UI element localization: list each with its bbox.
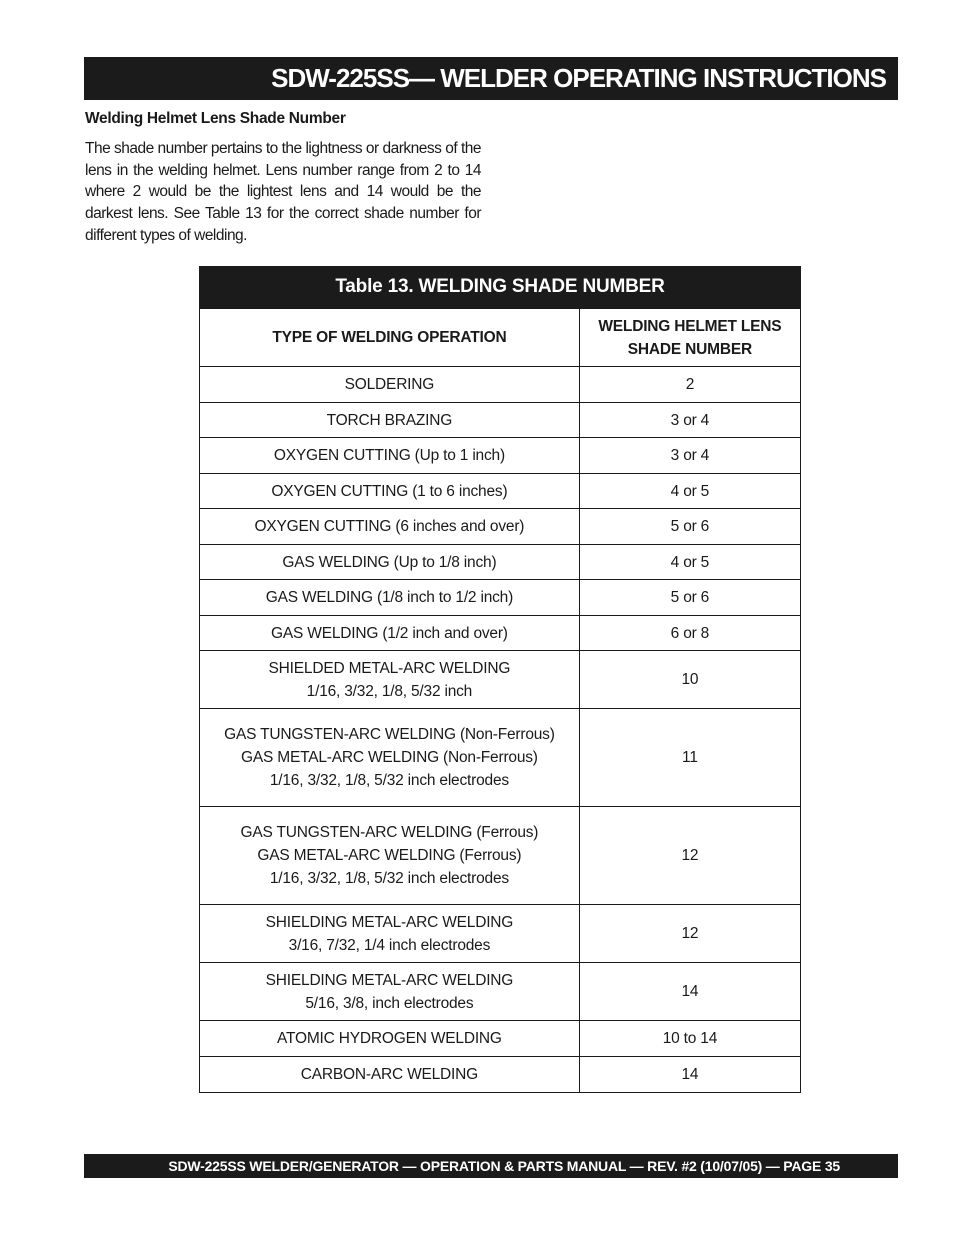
operation-line: 3/16, 7/32, 1/4 inch electrodes <box>288 936 491 954</box>
operation-line: GAS WELDING (1/8 inch to 1/2 inch) <box>265 589 514 606</box>
shade-cell: 4 or 5 <box>579 545 800 580</box>
table-row <box>200 509 801 545</box>
operation-cell <box>200 1057 580 1093</box>
operation-line: 1/16, 3/32, 1/8, 5/32 inch <box>306 682 473 700</box>
shade-cell: 2 <box>579 367 800 403</box>
shade-table-grid <box>199 308 801 1093</box>
operation-line: 1/16, 3/32, 1/8, 5/32 inch electrodes <box>269 870 509 887</box>
operation-cell <box>200 616 580 651</box>
table-header-row <box>200 309 801 367</box>
page-footer: SDW-225SS WELDER/GENERATOR — OPERATION & PARTS MANUAL — REV. #2 (10/07/05) — PAGE 35 <box>84 1154 898 1178</box>
operation-line: CARBON-ARC WELDING <box>300 1066 479 1083</box>
shade-cell: 14 <box>579 963 800 1021</box>
shade-cell: 4 or 5 <box>579 474 800 509</box>
intro-paragraph: The shade number pertains to the lightness or darkness of the lens in the welding helmet. Lens number range from 2 to 14 where 2 would be the lightest lens and 14 would be the darkest lens. See Table 13 for the correct shade number for different types of welding. <box>85 140 481 244</box>
operation-cell <box>200 580 580 616</box>
operation-cell <box>200 403 580 438</box>
operation-line: GAS TUNGSTEN-ARC WELDING (Non-Ferrous) <box>224 726 555 743</box>
operation-line: GAS METAL-ARC WELDING (Ferrous) <box>257 847 522 864</box>
table-row <box>200 709 801 807</box>
shade-cell: 12 <box>579 905 800 963</box>
operation-cell <box>200 807 580 905</box>
operation-line: TORCH BRAZING <box>326 411 453 429</box>
page-header-text: SDW-225SS— WELDER OPERATING INSTRUCTIONS <box>271 63 886 93</box>
operation-line: 5/16, 3/8, inch electrodes <box>305 994 474 1012</box>
operation-cell <box>200 474 580 509</box>
operation-cell <box>200 963 580 1021</box>
operation-line: OXYGEN CUTTING (6 inches and over) <box>254 518 525 535</box>
table-row <box>200 545 801 580</box>
table-row <box>200 438 801 474</box>
operation-line: GAS METAL-ARC WELDING (Non-Ferrous) <box>241 749 538 766</box>
operation-line: ATOMIC HYDROGEN WELDING <box>277 1030 502 1047</box>
operation-line: GAS TUNGSTEN-ARC WELDING (Ferrous) <box>240 824 539 841</box>
table-row <box>200 403 801 438</box>
operation-cell <box>200 545 580 580</box>
operation-cell <box>200 367 580 403</box>
shade-number-table <box>199 266 801 1093</box>
operation-line: GAS WELDING (Up to 1/8 inch) <box>282 553 497 571</box>
header-shade-line1: WELDING HELMET LENS <box>598 317 782 335</box>
table-row <box>200 905 801 963</box>
table-row <box>200 1021 801 1057</box>
shade-cell: 11 <box>579 709 800 807</box>
operation-cell <box>200 1021 580 1057</box>
table-title: Table 13. WELDING SHADE NUMBER <box>199 266 801 308</box>
operation-line: OXYGEN CUTTING (1 to 6 inches) <box>271 482 508 500</box>
operation-line: OXYGEN CUTTING (Up to 1 inch) <box>273 447 505 464</box>
operation-line: SHIELDED METAL-ARC WELDING <box>268 659 511 677</box>
table-body <box>200 367 801 1093</box>
shade-cell: 10 <box>579 651 800 709</box>
header-operation: TYPE OF WELDING OPERATION <box>200 309 580 367</box>
operation-line: SOLDERING <box>344 376 435 393</box>
page-header-title <box>84 57 898 100</box>
operation-cell <box>200 709 580 807</box>
operation-line: GAS WELDING (1/2 inch and over) <box>271 624 508 642</box>
operation-line: SHIELDING METAL-ARC WELDING <box>265 971 514 989</box>
shade-cell: 3 or 4 <box>579 403 800 438</box>
shade-cell: 3 or 4 <box>579 438 800 474</box>
table-row <box>200 807 801 905</box>
table-row <box>200 1057 801 1093</box>
table-row <box>200 616 801 651</box>
shade-cell: 10 to 14 <box>579 1021 800 1057</box>
operation-cell <box>200 905 580 963</box>
table-row <box>200 474 801 509</box>
shade-cell: 12 <box>579 807 800 905</box>
operation-cell <box>200 651 580 709</box>
table-row <box>200 367 801 403</box>
table-row <box>200 580 801 616</box>
header-shade-line2: SHADE NUMBER <box>627 340 752 358</box>
section-heading: Welding Helmet Lens Shade Number <box>85 110 346 127</box>
shade-cell: 5 or 6 <box>579 580 800 616</box>
operation-line: SHIELDING METAL-ARC WELDING <box>265 913 514 931</box>
table-row <box>200 651 801 709</box>
table-row <box>200 963 801 1021</box>
shade-cell: 14 <box>579 1057 800 1093</box>
header-shade <box>579 309 800 367</box>
operation-cell <box>200 509 580 545</box>
operation-line: 1/16, 3/32, 1/8, 5/32 inch electrodes <box>269 772 509 789</box>
operation-cell <box>200 438 580 474</box>
shade-cell: 5 or 6 <box>579 509 800 545</box>
shade-cell: 6 or 8 <box>579 616 800 651</box>
